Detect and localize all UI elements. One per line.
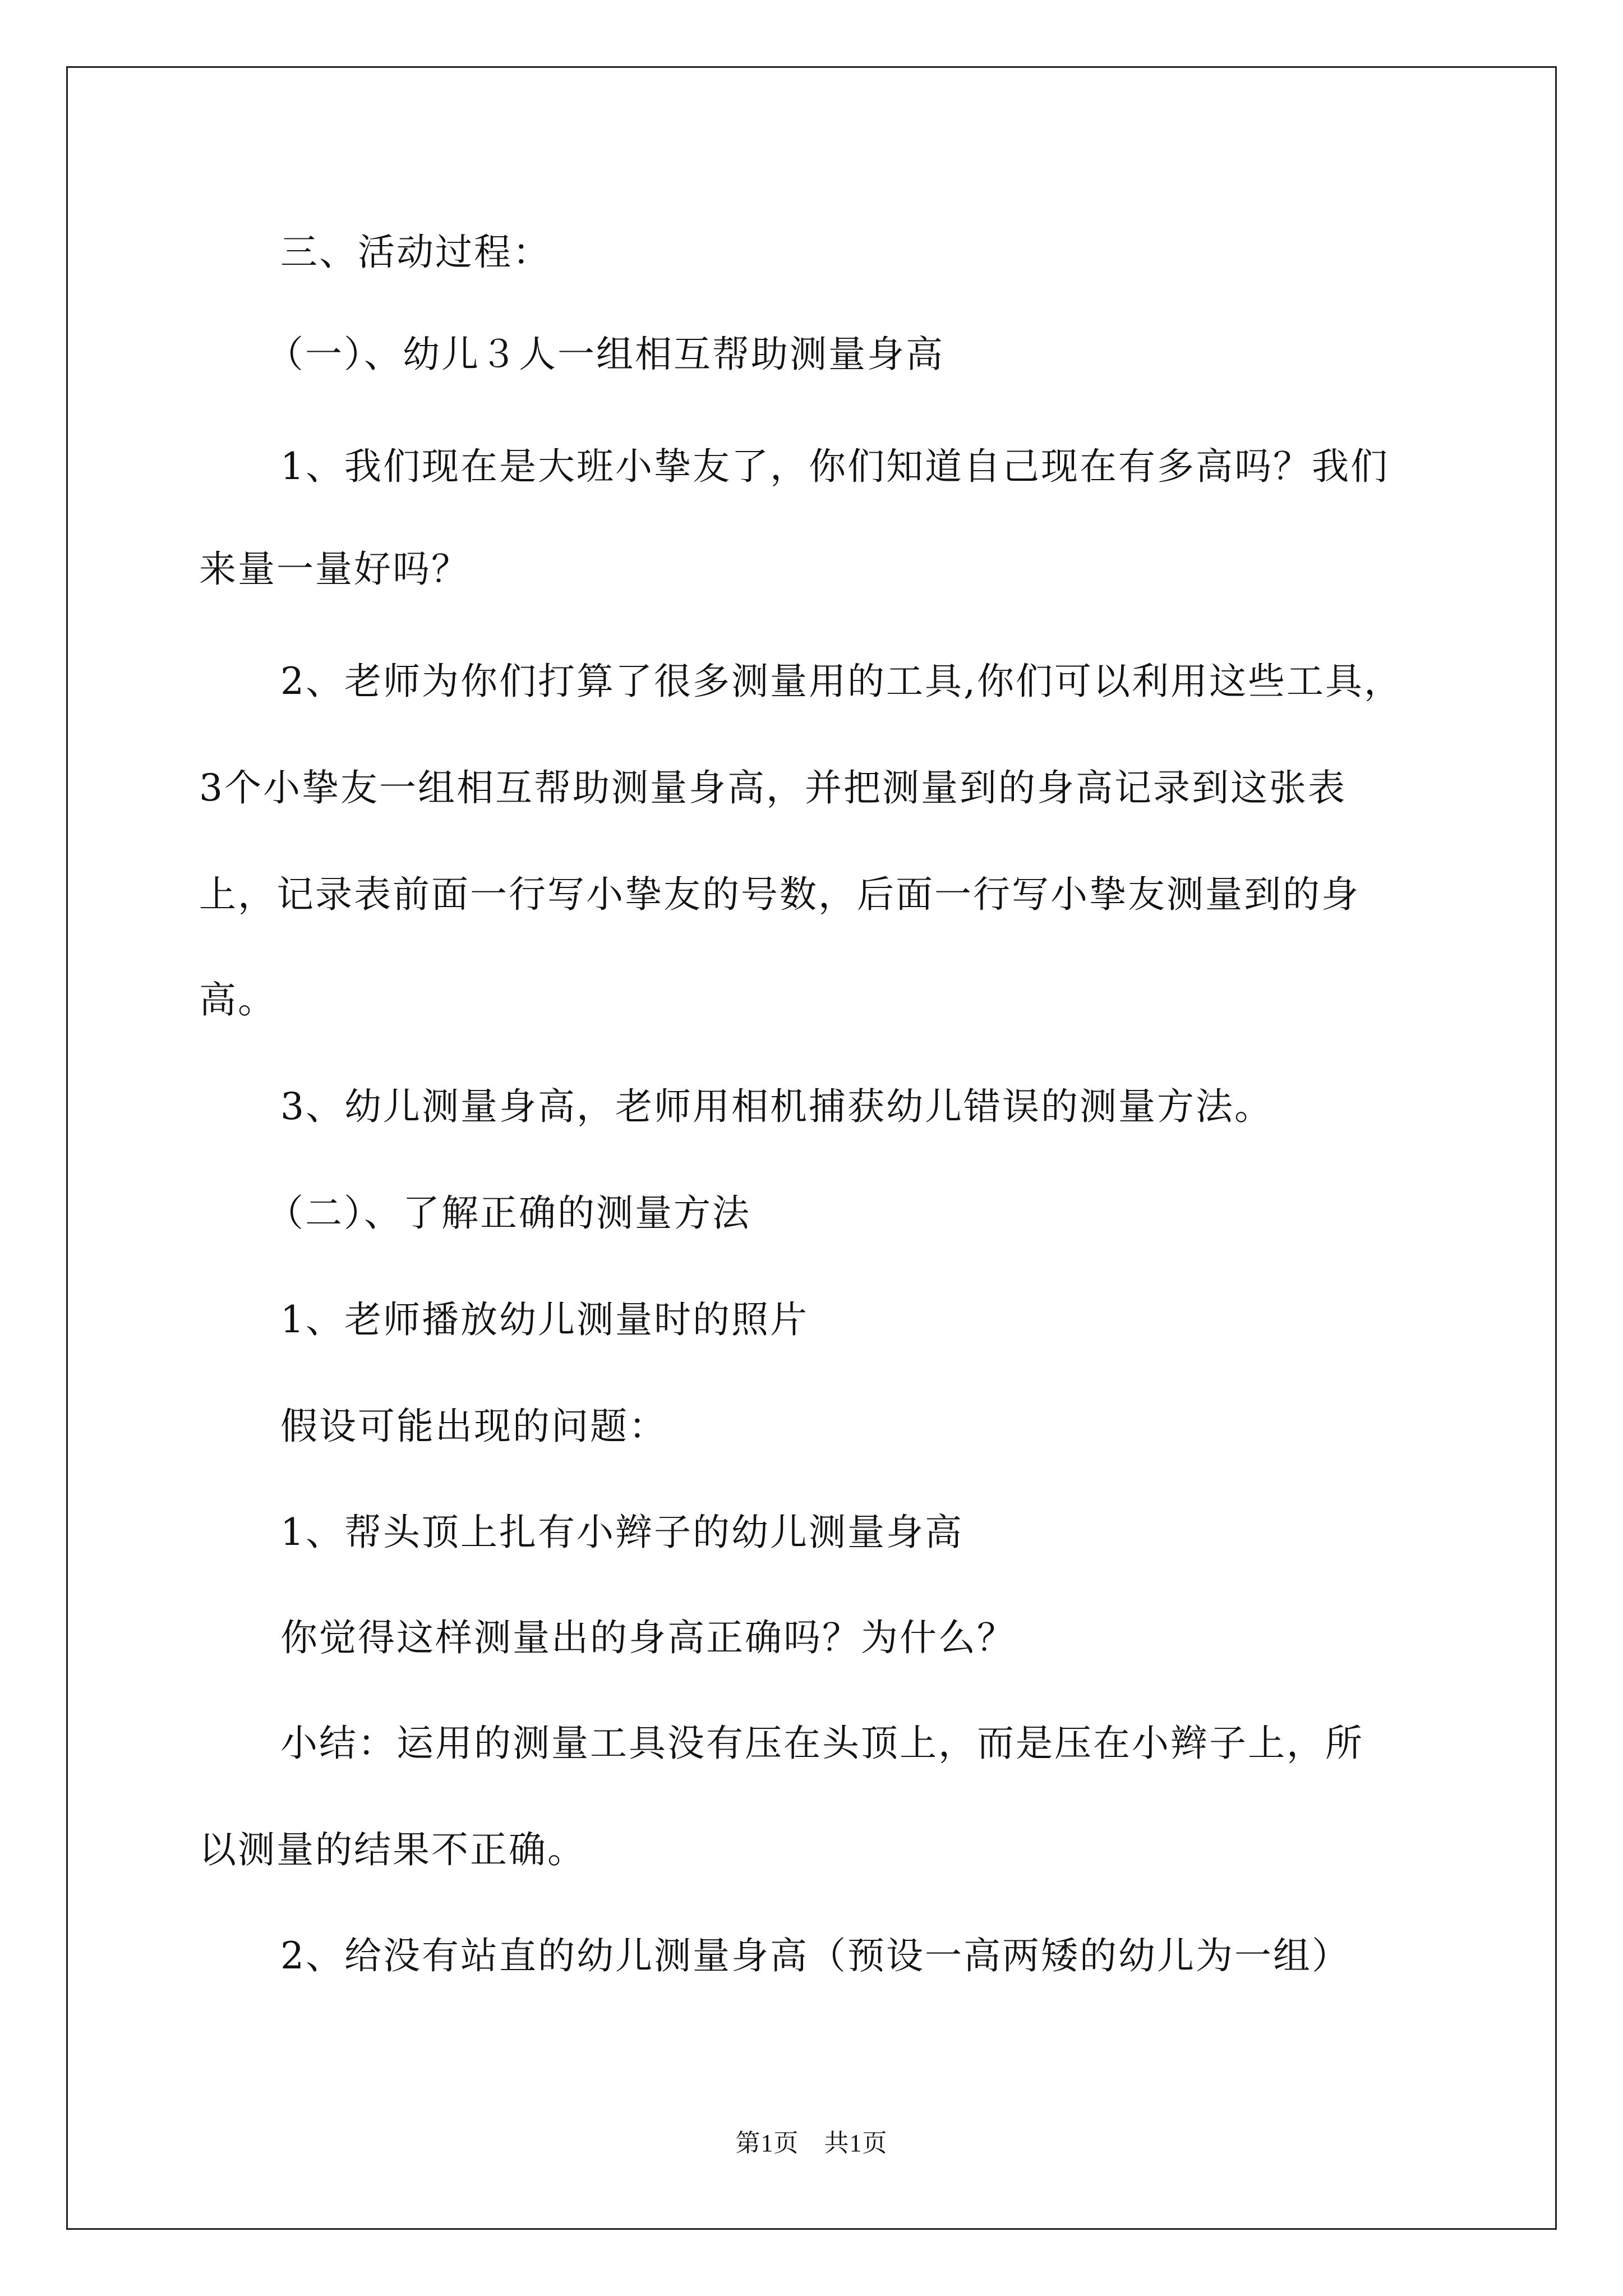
paragraph-line: 2、给没有站直的幼儿测量身高（预设一高两矮的幼儿为一组） [280, 1934, 1350, 1977]
subsection-heading: （一）、幼儿３人一组相互帮助测量身高 [266, 333, 944, 376]
paragraph-line: 小结：运用的测量工具没有压在头顶上，而是压在小辫子上，所 [280, 1722, 1364, 1765]
paragraph-line: 假设可能出现的问题： [280, 1405, 667, 1448]
paragraph-line: 来量一量好吗？ [199, 547, 470, 591]
paragraph-line: 3、幼儿测量身高，老师用相机捕获幼儿错误的测量方法。 [280, 1085, 1273, 1128]
paragraph-line: 高。 [199, 978, 276, 1022]
section-heading: 三、活动过程： [280, 231, 551, 274]
paragraph-line: 1、我们现在是大班小挚友了，你们知道自己现在有多高吗？我们 [280, 445, 1389, 488]
paragraph-line: 1、帮头顶上扎有小辫子的幼儿测量身高 [280, 1511, 963, 1554]
subsection-heading: （二）、了解正确的测量方法 [266, 1191, 751, 1235]
page-border [66, 66, 1557, 2230]
paragraph-line: 你觉得这样测量出的身高正确吗？为什么？ [280, 1616, 1016, 1659]
paragraph-line: 上，记录表前面一行写小挚友的号数，后面一行写小挚友测量到的身 [199, 873, 1360, 916]
paragraph-line: 1、老师播放幼儿测量时的照片 [280, 1298, 809, 1341]
paragraph-line: 2、老师为你们打算了很多测量用的工具,你们可以利用这些工具， [280, 660, 1403, 703]
paragraph-line: 以测量的结果不正确。 [199, 1828, 586, 1871]
paragraph-line: 3个小挚友一组相互帮助测量身高，并把测量到的身高记录到这张表 [199, 766, 1347, 809]
page-number-footer: 第1页 共1页 [735, 2129, 888, 2157]
